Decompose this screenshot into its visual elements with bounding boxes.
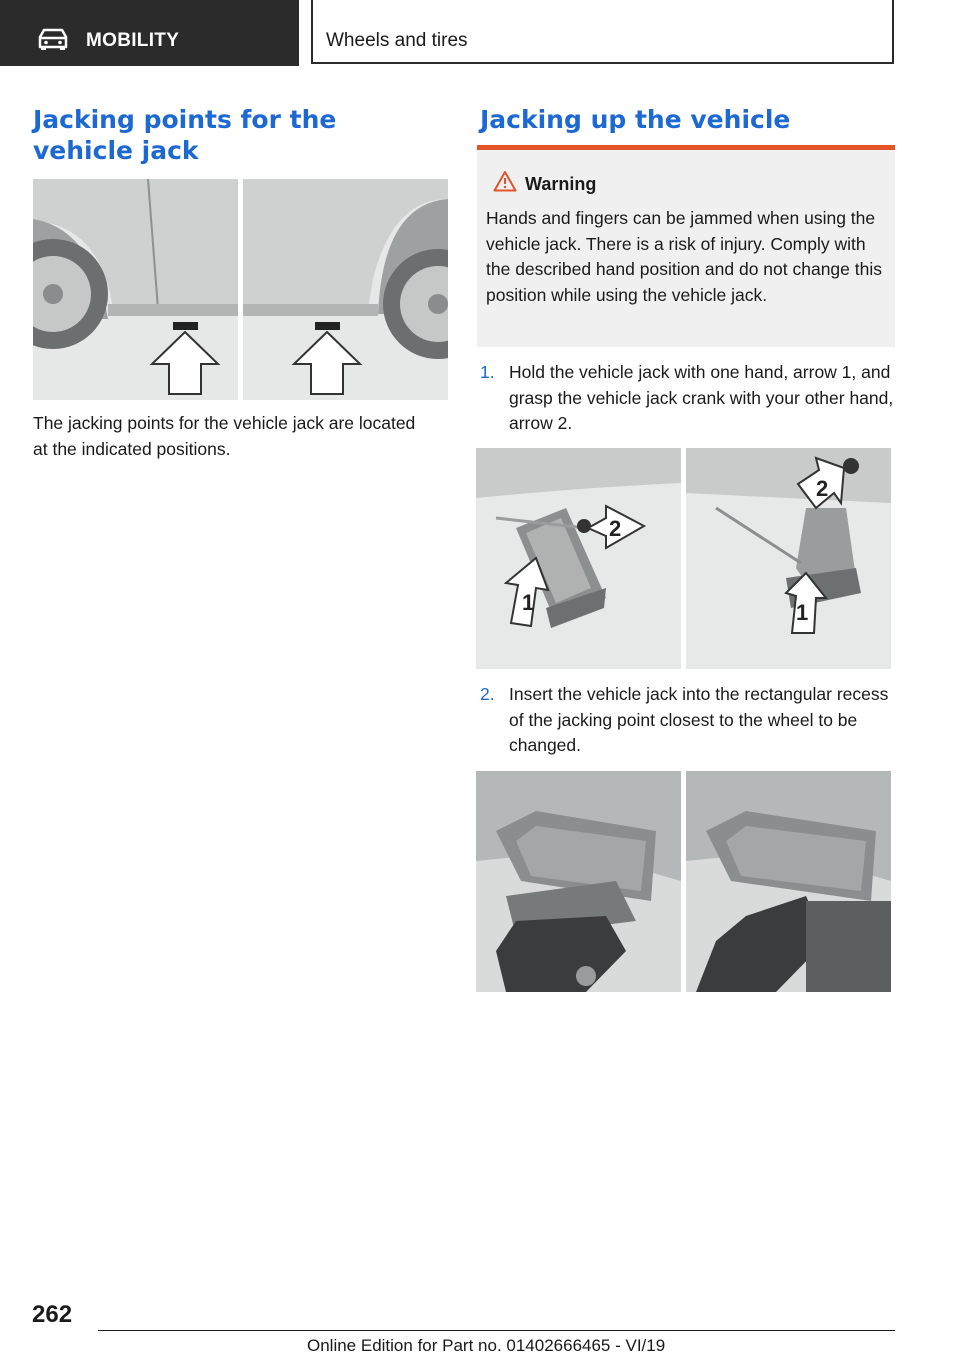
- arrow-label: 1: [796, 600, 809, 625]
- warning-title: Warning: [525, 174, 597, 194]
- section-tab[interactable]: [0, 0, 299, 66]
- warning-box: [477, 150, 895, 347]
- step-number: 1.: [480, 362, 495, 382]
- section-title: MOBILITY: [86, 30, 180, 51]
- arrow-label: 2: [609, 516, 622, 541]
- step-text: Insert the vehicle jack into the rectangular recess of the jacking point closest to the wheel to be changed.: [509, 684, 889, 755]
- chapter-tab[interactable]: [311, 0, 894, 64]
- arrow-label: 2: [816, 476, 829, 501]
- jacking-points-text: The jacking points for the vehicle jack are located at the indicated positions.: [33, 413, 416, 459]
- heading-jacking-points: Jacking points for the vehicle jack: [33, 105, 337, 165]
- step-item: [480, 682, 895, 762]
- step-item: [480, 360, 895, 440]
- jack-insert-figure: [476, 771, 891, 992]
- step-number: 2.: [480, 684, 495, 704]
- heading-jacking-up: Jacking up the vehicle: [480, 105, 791, 134]
- footer-divider: [98, 1330, 895, 1331]
- step-text: Hold the vehicle jack with one hand, arrow 1, and grasp the vehicle jack crank with your other hand, arrow 2.: [509, 362, 894, 433]
- jacking-points-figure: [33, 179, 448, 400]
- warning-triangle-icon: [493, 170, 517, 192]
- car-icon: [36, 27, 70, 51]
- arrow-label: 1: [522, 590, 535, 615]
- jack-handling-figure: [476, 448, 891, 669]
- chapter-title: Wheels and tires: [326, 30, 468, 51]
- warning-text: Hands and fingers can be jammed when using the vehicle jack. There is a risk of injury. Comply with the described hand position and do not change this position while using the vehicle jack.: [486, 208, 882, 305]
- footer-edition: Online Edition for Part no. 01402666465 - VI/19: [307, 1336, 666, 1355]
- page-number: 262: [32, 1301, 73, 1328]
